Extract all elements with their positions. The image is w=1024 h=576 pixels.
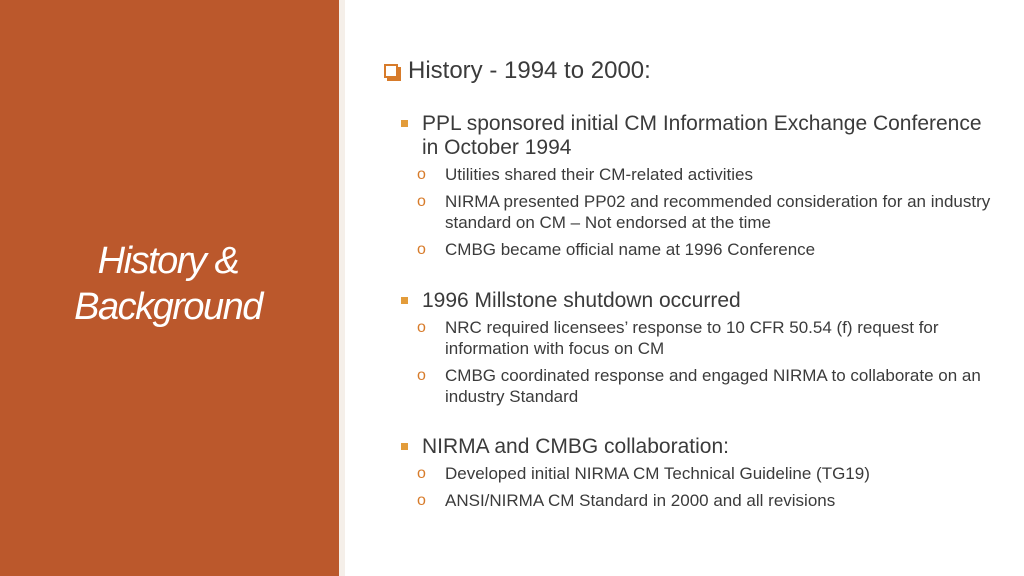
- circle-bullet-icon: o: [417, 241, 426, 258]
- section-ppl-conference: [401, 112, 991, 266]
- section-title: NIRMA and CMBG collaboration:: [422, 435, 729, 458]
- slide-title: [62, 238, 332, 330]
- list-item: o CMBG became official name at 1996 Conference: [401, 239, 991, 260]
- circle-bullet-icon: o: [417, 465, 426, 482]
- list-item: o NIRMA presented PP02 and recommended consideration for an industry standard on CM – Not endorsed at the time: [401, 191, 991, 233]
- section-bullet: [401, 435, 991, 459]
- sub-list: [401, 463, 991, 511]
- circle-bullet-icon: o: [417, 367, 426, 384]
- section-bullet: [401, 112, 991, 160]
- square-bullet-icon: [401, 297, 408, 304]
- section-millstone-shutdown: [401, 289, 991, 413]
- list-item: o ANSI/NIRMA CM Standard in 2000 and all revisions: [401, 490, 991, 511]
- content-heading-text: History - 1994 to 2000:: [408, 57, 651, 84]
- square-bullet-icon: [401, 120, 408, 127]
- content-heading: [384, 57, 651, 85]
- title-panel: [0, 0, 339, 576]
- sub-list: [401, 164, 991, 260]
- section-title: PPL sponsored initial CM Information Exchange Conference in October 1994: [422, 112, 982, 159]
- checkbox-bullet-icon: [384, 64, 398, 78]
- list-item: o CMBG coordinated response and engaged NIRMA to collaborate on an industry Standard: [401, 365, 991, 407]
- panel-divider: [339, 0, 345, 576]
- sub-list: [401, 317, 991, 407]
- section-title: 1996 Millstone shutdown occurred: [422, 289, 741, 312]
- square-bullet-icon: [401, 443, 408, 450]
- circle-bullet-icon: o: [417, 319, 426, 336]
- section-nirma-cmbg: [401, 435, 991, 517]
- circle-bullet-icon: o: [417, 193, 426, 210]
- list-item: o Developed initial NIRMA CM Technical Guideline (TG19): [401, 463, 991, 484]
- slide-title-line-2: Background: [74, 286, 262, 328]
- list-item: o NRC required licensees’ response to 10 CFR 50.54 (f) request for information with focus on CM: [401, 317, 991, 359]
- list-item: o Utilities shared their CM-related activities: [401, 164, 991, 185]
- circle-bullet-icon: o: [417, 492, 426, 509]
- slide-title-line-1: History &: [97, 240, 239, 282]
- section-bullet: [401, 289, 991, 313]
- circle-bullet-icon: o: [417, 166, 426, 183]
